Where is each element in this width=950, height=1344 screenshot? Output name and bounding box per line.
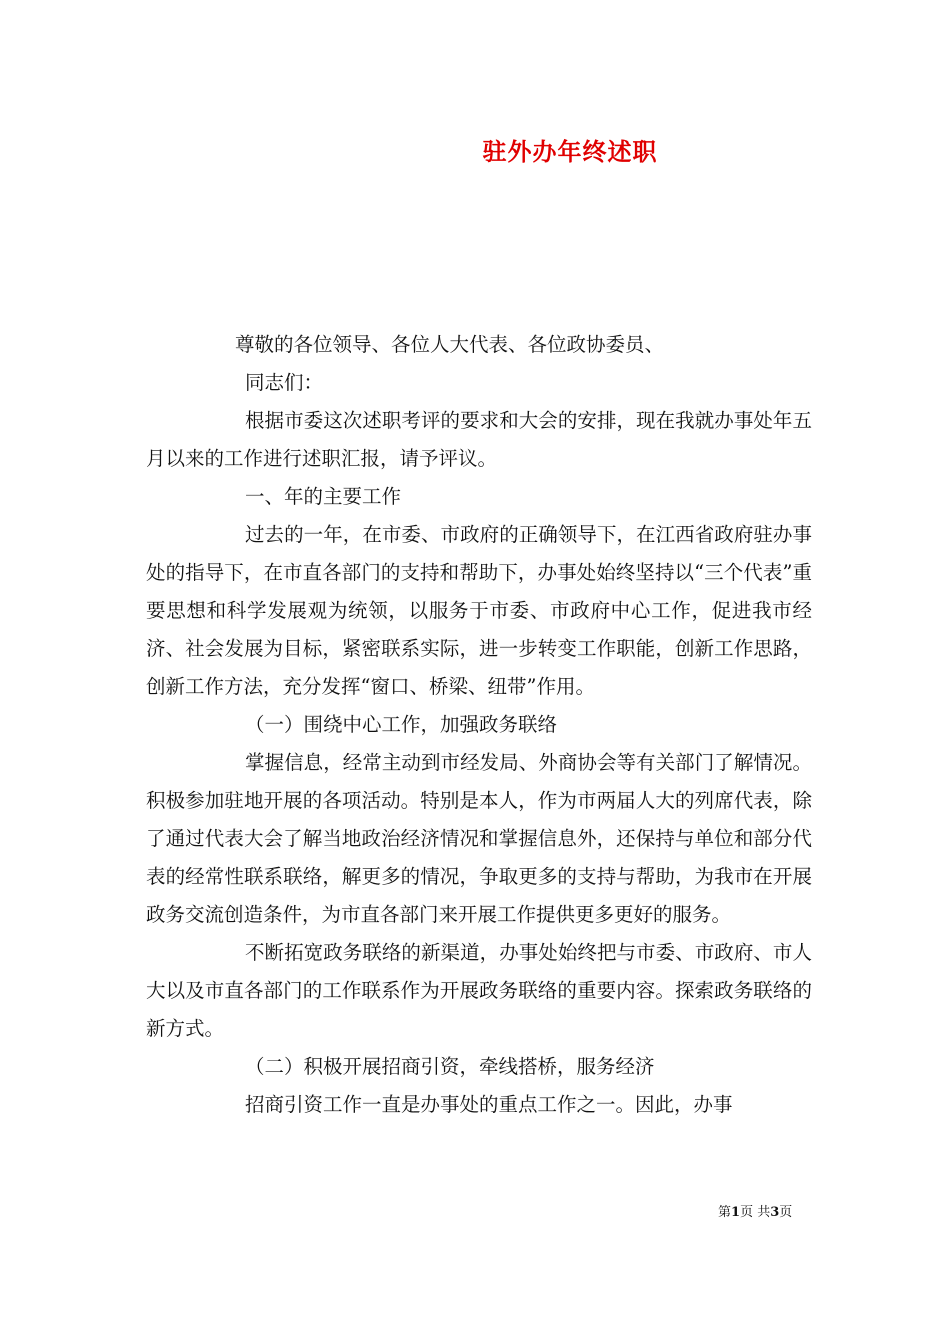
salutation: 尊敬的各位领导、各位人大代表、各位政协委员、 <box>235 333 665 356</box>
total-page-number: 3 <box>770 1205 780 1220</box>
subsection-heading: （二）积极开展招商引资，牵线搭桥，服务经济 <box>245 1055 655 1078</box>
body-paragraph: 掌握信息，经常主动到市经发局、外商协会等有关部门了解情况。积极参加驻地开展的各项活动。特别是本人，作为市两届人大的列席代表，除了通过代表大会了解当地政治经济情况和掌握信息外，还保持与单位和部分代表的经常性联系联络，解更多的情况，争取更多的支持与帮助，为我市在开展政务交流创造条件，为市直各部门来开展工作提供更多更好的服务。 <box>146 751 812 926</box>
body-paragraph: 过去的一年，在市委、市政府的正确领导下，在江西省政府驻办事处的指导下，在市直各部门的支持和帮助下，办事处始终坚持以“三个代表”重要思想和科学发展观为统领，以服务于市委、市政府中心工作，促进我市经济、社会发展为目标，紧密联系实际，进一步转变工作职能，创新工作思路，创新工作方法，充分发挥“窗口、桥梁、纽带”作用。 <box>146 523 812 698</box>
body-paragraph: 招商引资工作一直是办事处的重点工作之一。因此，办事 <box>245 1093 733 1116</box>
footer-prefix: 第 <box>718 1205 732 1220</box>
footer-suffix: 页 <box>779 1205 793 1220</box>
intro-paragraph: 根据市委这次述职考评的要求和大会的安排，现在我就办事处年五月以来的工作进行述职汇报，请予评议。 <box>146 409 812 470</box>
document-title: 驻外办年终述职 <box>482 137 658 166</box>
footer-middle: 页 共 <box>740 1205 771 1220</box>
subsection-heading: （一）围绕中心工作，加强政务联络 <box>245 713 558 736</box>
page-footer <box>718 1204 792 1222</box>
document-body <box>146 326 812 1124</box>
salutation-comrades: 同志们： <box>245 371 324 394</box>
current-page-number: 1 <box>731 1205 741 1220</box>
body-paragraph: 不断拓宽政务联络的新渠道，办事处始终把与市委、市政府、市人大以及市直各部门的工作联系作为开展政务联络的重要内容。探索政务联络的新方式。 <box>146 941 812 1040</box>
section-heading: 一、年的主要工作 <box>245 485 402 508</box>
